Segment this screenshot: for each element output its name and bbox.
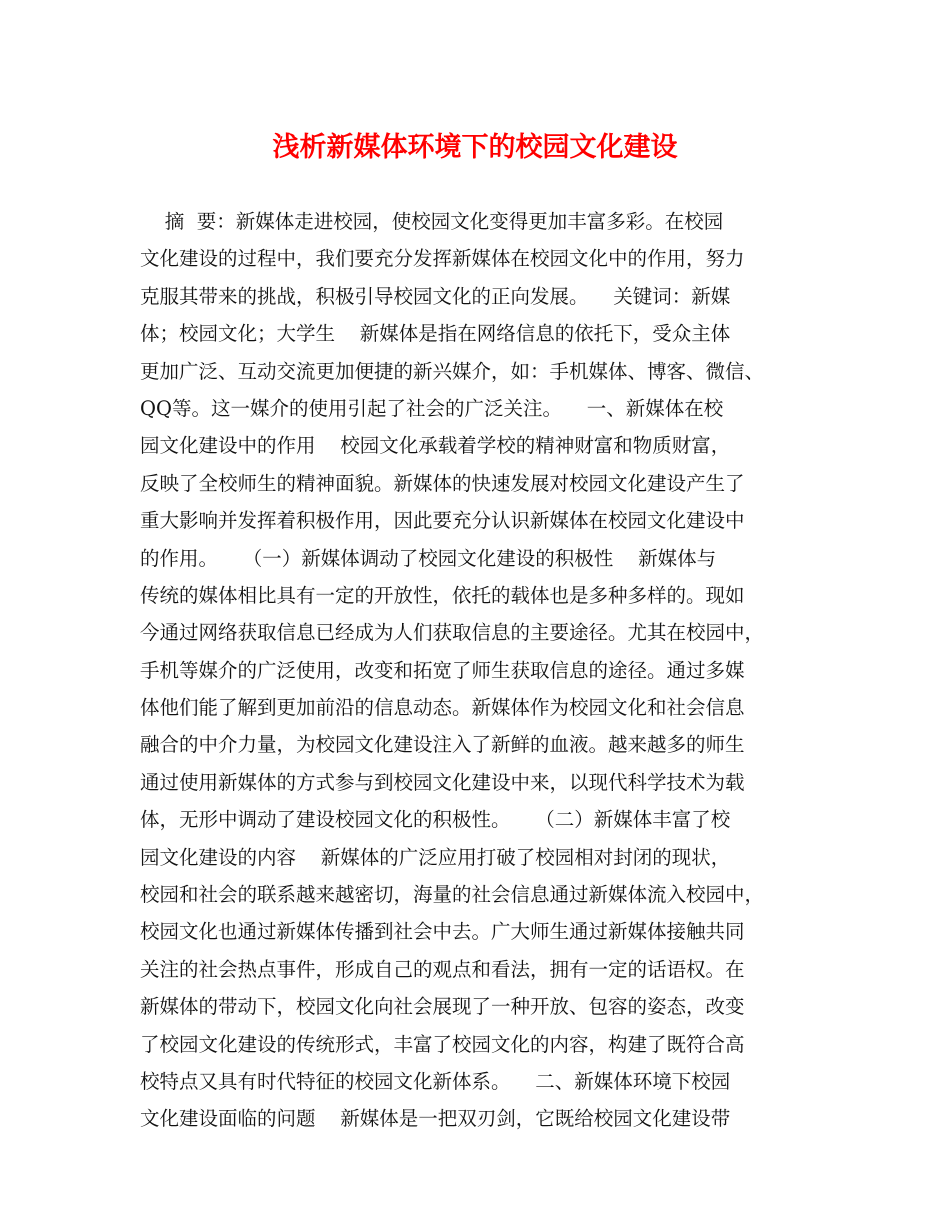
- body-text-line: 手机等媒介的广泛使用，改变和拓宽了师生获取信息的途径。通过多媒: [140, 658, 745, 682]
- body-text-line: 摘 要：新媒体走进校园，使校园文化变得更加丰富多彩。在校园: [140, 210, 724, 233]
- body-text-line: 今通过网络获取信息已经成为人们获取信息的主要途径。尤其在校园中，: [140, 621, 765, 645]
- body-text-line: 园文化建设的内容 新媒体的广泛应用打破了校园相对封闭的现状，: [140, 845, 731, 869]
- body-text-line: 体他们能了解到更加前沿的信息动态。新媒体作为校园文化和社会信息: [140, 696, 745, 720]
- body-text-line: 校特点又具有时代特征的校园文化新体系。 二、新媒体环境下校园: [140, 1069, 731, 1093]
- document-body: [140, 203, 820, 1138]
- body-text-line: 校园文化也通过新媒体传播到社会中去。广大师生通过新媒体接触共同: [140, 920, 745, 944]
- body-text-line: 体；校园文化；大学生 新媒体是指在网络信息的依托下，受众主体: [140, 322, 731, 346]
- body-text-line: 文化建设面临的问题 新媒体是一把双刃剑，它既给校园文化建设带: [140, 1107, 731, 1131]
- body-text-line: 传统的媒体相比具有一定的开放性，依托的载体也是多种多样的。现如: [140, 583, 745, 607]
- body-text-line: 校园和社会的联系越来越密切，海量的社会信息通过新媒体流入校园中，: [140, 883, 765, 907]
- body-text-line: 新媒体的带动下，校园文化向社会展现了一种开放、包容的姿态，改变: [140, 995, 745, 1019]
- body-text-line: 重大影响并发挥着积极作用，因此要充分认识新媒体在校园文化建设中: [140, 509, 745, 533]
- body-text-line: 通过使用新媒体的方式参与到校园文化建设中来，以现代科学技术为载: [140, 770, 745, 794]
- document-title: 浅析新媒体环境下的校园文化建设: [272, 132, 678, 163]
- body-text-line: 体，无形中调动了建设校园文化的积极性。 （二）新媒体丰富了校: [140, 808, 731, 832]
- body-text-line: 反映了全校师生的精神面貌。新媒体的快速发展对校园文化建设产生了: [140, 471, 745, 495]
- body-text-line: QQ等。这一媒介的使用引起了社会的广泛关注。 一、新媒体在校: [140, 396, 724, 420]
- body-text-line: 了校园文化建设的传统形式，丰富了校园文化的内容，构建了既符合高: [140, 1032, 745, 1056]
- body-text-line: 关注的社会热点事件，形成自己的观点和看法，拥有一定的话语权。在: [140, 957, 745, 981]
- body-text-line: 的作用。 （一）新媒体调动了校园文化建设的积极性 新媒体与: [140, 546, 717, 570]
- body-text-line: 更加广泛、互动交流更加便捷的新兴媒介，如：手机媒体、博客、微信、: [140, 359, 765, 383]
- body-text-line: 克服其带来的挑战，积极引导校园文化的正向发展。 关键词：新媒: [140, 284, 731, 308]
- body-text-line: 文化建设的过程中，我们要充分发挥新媒体在校园文化中的作用，努力: [140, 247, 745, 271]
- body-text-line: 融合的中介力量，为校园文化建设注入了新鲜的血液。越来越多的师生: [140, 733, 745, 757]
- body-text-line: 园文化建设中的作用 校园文化承载着学校的精神财富和物质财富，: [140, 434, 731, 458]
